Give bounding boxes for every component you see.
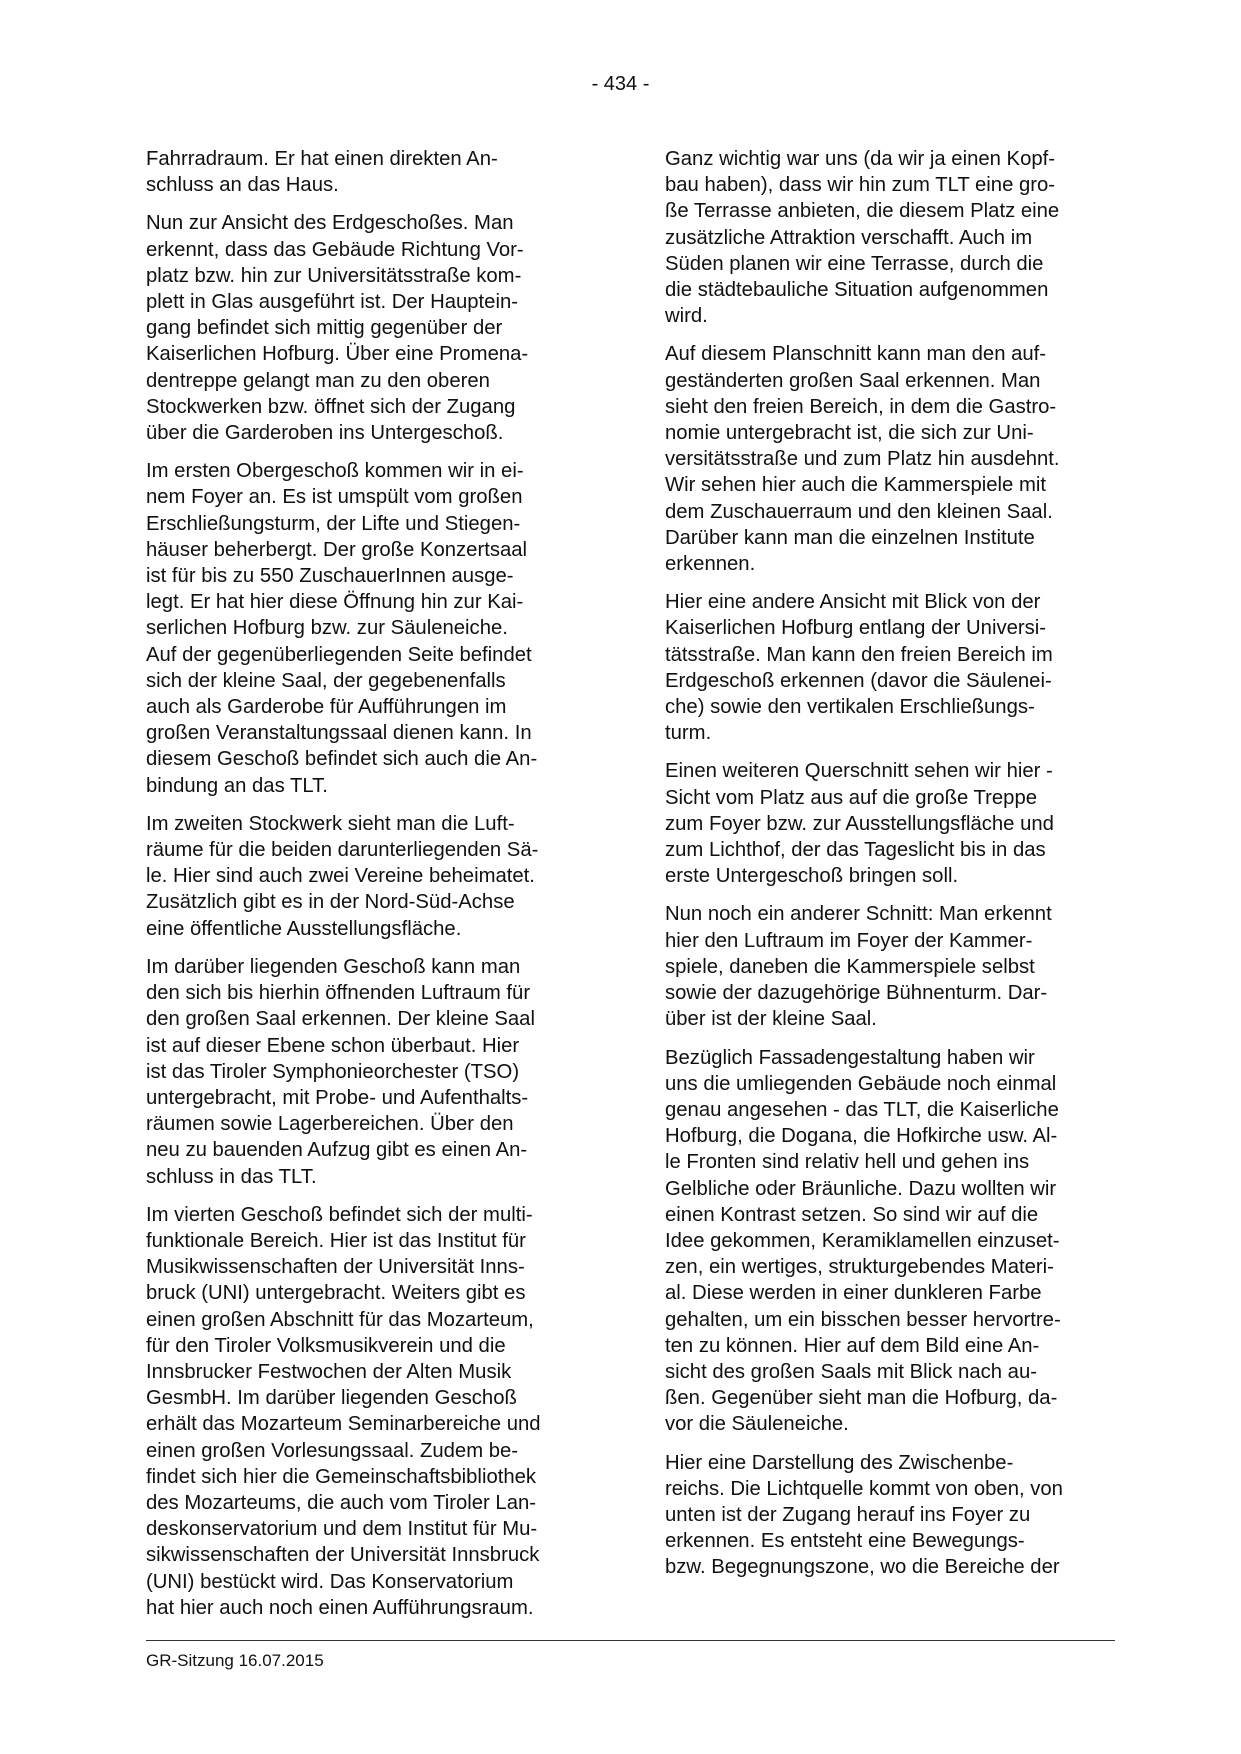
paragraph: [665, 1045, 1115, 1438]
paragraph: [665, 589, 1115, 746]
text-line: zum Lichthof, der das Tageslicht bis in das: [665, 839, 1046, 862]
text-line: unten ist der Zugang herauf ins Foyer zu: [665, 1503, 1031, 1526]
text-line: Kaiserlichen Hofburg. Über eine Promena-: [146, 343, 529, 366]
text-line: tätsstraße. Man kann den freien Bereich im: [665, 643, 1053, 666]
text-line: schluss in das TLT.: [146, 1165, 317, 1188]
text-line: erkennen. Es entsteht eine Bewegungs-: [665, 1530, 1025, 1553]
text-line: Darüber kann man die einzelnen Institute: [665, 526, 1035, 549]
text-line: Einen weiteren Querschnitt sehen wir hier -: [665, 760, 1053, 783]
text-line: räume für die beiden darunterliegenden Sä-: [146, 839, 539, 862]
text-line: sich der kleine Saal, der gegebenenfalls: [146, 669, 506, 692]
page-number: - 434 -: [591, 73, 650, 95]
text-line: nem Foyer an. Es ist umspült vom großen: [146, 486, 523, 509]
text-line: sieht den freien Bereich, in dem die Gastro-: [665, 395, 1057, 418]
text-line: Auf der gegenüberliegenden Seite befindet: [146, 643, 532, 666]
text-line: einen großen Vorlesungssaal. Zudem be-: [146, 1439, 519, 1462]
text-line: legt. Er hat hier diese Öffnung hin zur Kai-: [146, 591, 524, 614]
footer-divider: [146, 1640, 1115, 1641]
text-line: bau haben), dass wir hin zum TLT eine gro-: [665, 174, 1056, 197]
text-line: zusätzliche Attraktion verschafft. Auch im: [665, 226, 1033, 249]
text-line: gehalten, um ein bisschen besser hervortre-: [665, 1308, 1061, 1331]
text-line: Stockwerken bzw. öffnet sich der Zugang: [146, 395, 516, 418]
text-line: Erschließungsturm, der Lifte und Stiegen-: [146, 512, 521, 535]
text-line: ßen. Gegenüber sieht man die Hofburg, da-: [665, 1387, 1058, 1410]
paragraph: [146, 811, 596, 942]
text-line: Zusätzlich gibt es in der Nord-Süd-Achse: [146, 891, 515, 914]
text-line: Innsbrucker Festwochen der Alten Musik: [146, 1360, 512, 1383]
text-line: eine öffentliche Ausstellungsfläche.: [146, 917, 462, 940]
text-line: uns die umliegenden Gebäude noch einmal: [665, 1072, 1057, 1095]
text-line: plett in Glas ausgeführt ist. Der Hauptein-: [146, 291, 519, 314]
text-line: nomie untergebracht ist, die sich zur Uni-: [665, 422, 1034, 445]
text-line: spiele, daneben die Kammerspiele selbst: [665, 955, 1035, 978]
text-line: le Fronten sind relativ hell und gehen ins: [665, 1151, 1030, 1174]
text-line: ten zu können. Hier auf dem Bild eine An-: [665, 1334, 1040, 1357]
paragraph: [665, 341, 1115, 577]
left-column: [146, 146, 596, 1633]
text-line: vor die Säuleneiche.: [665, 1413, 849, 1436]
text-line: GesmbH. Im darüber liegenden Geschoß: [146, 1387, 517, 1410]
text-line: erste Untergeschoß bringen soll.: [665, 865, 959, 888]
text-line: erhält das Mozarteum Seminarbereiche und: [146, 1413, 541, 1436]
text-line: Musikwissenschaften der Universität Inns-: [146, 1256, 525, 1279]
text-line: den sich bis hierhin öffnenden Luftraum für: [146, 982, 531, 1005]
text-line: Idee gekommen, Keramiklamellen einzuset-: [665, 1229, 1060, 1252]
text-line: ist das Tiroler Symphonieorchester (TSO): [146, 1060, 520, 1083]
paragraph: [146, 210, 596, 446]
text-line: über die Garderoben ins Untergeschoß.: [146, 422, 504, 445]
paragraph: [146, 954, 596, 1190]
text-line: Hofburg, die Dogana, die Hofkirche usw. Al-: [665, 1125, 1058, 1148]
text-line: sowie der dazugehörige Bühnenturm. Dar-: [665, 982, 1048, 1005]
text-line: bindung an das TLT.: [146, 774, 328, 797]
text-line: gang befindet sich mittig gegenüber der: [146, 317, 503, 340]
text-line: neu zu bauenden Aufzug gibt es einen An-: [146, 1139, 528, 1162]
text-line: findet sich hier die Gemeinschaftsbibliothek: [146, 1465, 537, 1488]
text-line: Im ersten Obergeschoß kommen wir in ei-: [146, 460, 524, 483]
text-line: Fahrradraum. Er hat einen direkten An-: [146, 148, 498, 170]
text-line: einen großen Abschnitt für das Mozarteum,: [146, 1308, 534, 1331]
paragraph: [146, 458, 596, 799]
text-line: erkennen.: [665, 553, 756, 576]
text-line: Bezüglich Fassadengestaltung haben wir: [665, 1046, 1035, 1069]
text-line: einen Kontrast setzen. So sind wir auf die: [665, 1203, 1039, 1226]
paragraph: [665, 758, 1115, 889]
text-line: versitätsstraße und zum Platz hin ausdehnt.: [665, 448, 1060, 471]
text-line: großen Veranstaltungssaal dienen kann. In: [146, 722, 532, 745]
text-line: über ist der kleine Saal.: [665, 1008, 877, 1031]
text-line: für den Tiroler Volksmusikverein und die: [146, 1334, 506, 1357]
text-line: le. Hier sind auch zwei Vereine beheimatet.: [146, 865, 535, 888]
text-line: Im darüber liegenden Geschoß kann man: [146, 955, 521, 978]
text-line: (UNI) bestückt wird. Das Konservatorium: [146, 1570, 514, 1593]
text-line: al. Diese werden in einer dunkleren Farbe: [665, 1282, 1042, 1305]
text-line: diesem Geschoß befindet sich auch die An-: [146, 748, 538, 771]
text-line: räumen sowie Lagerbereichen. Über den: [146, 1113, 514, 1136]
right-column: [665, 146, 1115, 1593]
text-line: bzw. Begegnungszone, wo die Bereiche der: [665, 1556, 1060, 1579]
text-line: wird.: [665, 305, 708, 328]
text-line: häuser beherbergt. Der große Konzertsaal: [146, 538, 528, 561]
text-line: dentreppe gelangt man zu den oberen: [146, 369, 490, 392]
paragraph: [665, 901, 1115, 1032]
text-line: deskonservatorium und dem Institut für Mu-: [146, 1518, 538, 1541]
text-line: Gelbliche oder Bräunliche. Dazu wollten wir: [665, 1177, 1057, 1200]
text-line: Süden planen wir eine Terrasse, durch die: [665, 252, 1044, 275]
text-line: den großen Saal erkennen. Der kleine Saal: [146, 1008, 535, 1031]
text-line: erkennt, dass das Gebäude Richtung Vor-: [146, 238, 524, 261]
text-line: Erdgeschoß erkennen (davor die Säulenei-: [665, 669, 1052, 692]
text-line: che) sowie den vertikalen Erschließungs-: [665, 696, 1035, 719]
text-line: funktionale Bereich. Hier ist das Institut für: [146, 1229, 526, 1252]
paragraph: [665, 1450, 1115, 1581]
text-line: Nun noch ein anderer Schnitt: Man erkennt: [665, 903, 1052, 926]
text-line: geständerten großen Saal erkennen. Man: [665, 369, 1041, 392]
text-line: Hier eine andere Ansicht mit Blick von der: [665, 591, 1041, 614]
text-line: ist für bis zu 550 ZuschauerInnen ausge-: [146, 565, 514, 588]
footer-text: GR-Sitzung 16.07.2015: [146, 1651, 324, 1670]
paragraph: [665, 146, 1115, 329]
text-line: Im vierten Geschoß befindet sich der multi-: [146, 1203, 533, 1226]
text-line: Nun zur Ansicht des Erdgeschoßes. Man: [146, 212, 514, 235]
paragraph: [146, 1202, 596, 1621]
text-line: reichs. Die Lichtquelle kommt von oben, von: [665, 1477, 1063, 1500]
text-line: hat hier auch noch einen Aufführungsraum.: [146, 1596, 534, 1619]
text-line: sicht des großen Saals mit Blick nach au-: [665, 1360, 1037, 1383]
text-line: bruck (UNI) untergebracht. Weiters gibt es: [146, 1282, 526, 1305]
text-line: zum Foyer bzw. zur Ausstellungsfläche und: [665, 812, 1054, 835]
paragraph: [146, 146, 596, 198]
text-line: Wir sehen hier auch die Kammerspiele mit: [665, 474, 1046, 497]
text-line: Im zweiten Stockwerk sieht man die Luft-: [146, 812, 515, 835]
text-line: turm.: [665, 722, 712, 745]
text-line: untergebracht, mit Probe- und Aufenthalts-: [146, 1086, 529, 1109]
text-line: schluss an das Haus.: [146, 174, 339, 197]
text-line: die städtebauliche Situation aufgenommen: [665, 279, 1049, 302]
text-line: auch als Garderobe für Aufführungen im: [146, 696, 507, 719]
text-line: serlichen Hofburg bzw. zur Säuleneiche.: [146, 617, 508, 640]
text-line: Auf diesem Planschnitt kann man den auf-: [665, 343, 1047, 366]
text-line: hier den Luftraum im Foyer der Kammer-: [665, 929, 1033, 952]
text-line: Hier eine Darstellung des Zwischenbe-: [665, 1451, 1014, 1474]
text-line: dem Zuschauerraum und den kleinen Saal.: [665, 500, 1053, 523]
text-line: des Mozarteums, die auch vom Tiroler Lan-: [146, 1491, 537, 1514]
text-line: ße Terrasse anbieten, die diesem Platz eine: [665, 200, 1060, 223]
text-line: zen, ein wertiges, strukturgebendes Materi-: [665, 1256, 1054, 1279]
text-line: genau angesehen - das TLT, die Kaiserliche: [665, 1098, 1059, 1121]
text-line: ist auf dieser Ebene schon überbaut. Hier: [146, 1034, 520, 1057]
text-line: Sicht vom Platz aus auf die große Treppe: [665, 786, 1038, 809]
text-line: Ganz wichtig war uns (da wir ja einen Kopf-: [665, 148, 1056, 170]
text-line: Kaiserlichen Hofburg entlang der Universi-: [665, 617, 1047, 640]
text-line: platz bzw. hin zur Universitätsstraße kom-: [146, 264, 522, 287]
text-line: sikwissenschaften der Universität Innsbruck: [146, 1544, 540, 1567]
